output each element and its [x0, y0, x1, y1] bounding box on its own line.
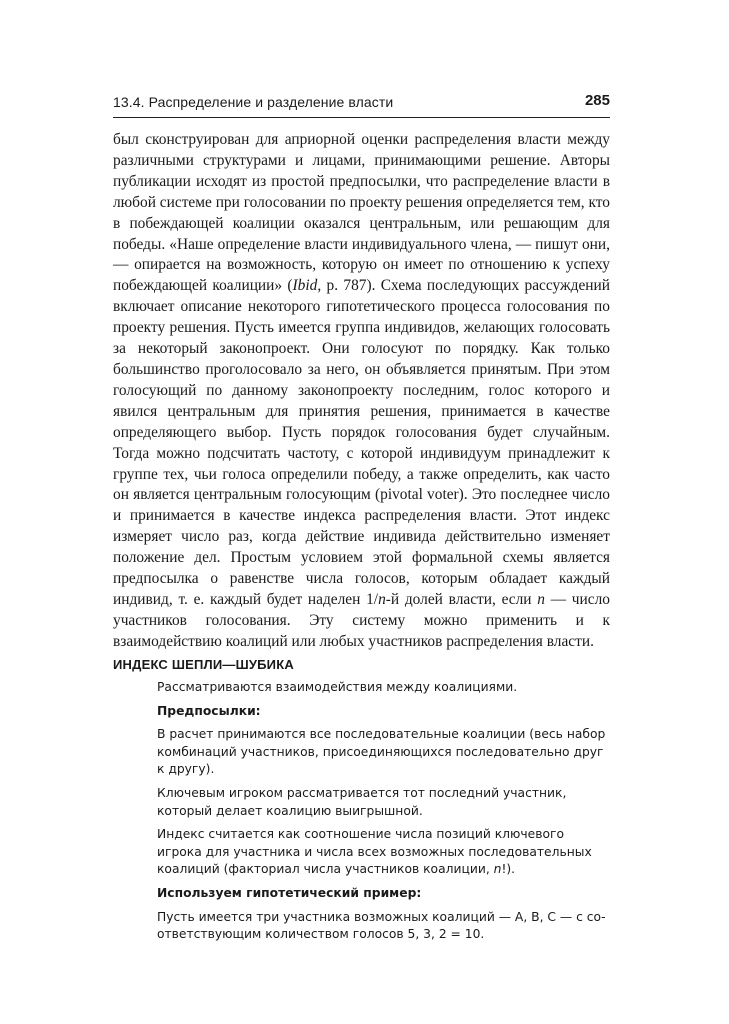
text-run: — число участников голосования. Эту систему можно применить и к взаимодействию коалиций или любых участников распределения власти. — [113, 590, 610, 650]
page-number: 285 — [584, 92, 610, 109]
running-title: 13.4. Распределение и разделение власти — [113, 94, 394, 110]
example-text: Пусть имеется три участника возможных коалиций — A, B, C — с соответствующим количеством голосов 5, 3, 2 = 10. — [157, 909, 606, 942]
variable-n: n — [537, 590, 545, 608]
running-header — [113, 92, 610, 114]
premises-heading: Предпосылки: — [157, 703, 261, 718]
premise-3 — [157, 826, 610, 879]
premise-1: В расчет принимаются все последовательные коалиции (весь набор комбинаций участников, присоединяющихся последовательно друг к другу). — [157, 727, 606, 777]
shapley-shubik-box — [157, 679, 610, 950]
premise-2: Ключевым игроком рассматривается тот последний участник, который делает коалицию выигрышной. — [157, 785, 567, 818]
paragraph — [113, 130, 610, 653]
ibid-reference: Ibid — [292, 277, 318, 295]
variable-n: n — [493, 862, 502, 877]
box-intro: Рассматриваются взаимодействия между коалициями. — [157, 680, 518, 694]
text-run: , p. 787). Схема последующих рассуждений включает описание некоторого гипотетического процесса голосования по проекту решения. Пусть имеется группа индивидов, желающих голосовать за некоторый законопроект. Они голосуют по порядку. Как только большинство проголосовало за него, он объявляется принятым. При этом голосующий по данному законопроекту последним, голос которого и явился центральным для принятия решения, принимается в качестве определяющего выбор. Пусть порядок голосования будет случайным. Тогда можно подсчитать частоту, с которой индивидуум принадлежит к группе тех, чьи голоса определили победу, а также определить, как часто он является центральным голосующим (pivotal voter). Это последнее число и принимается в качестве индекса распределения власти. Этот индекс измеряет число раз, когда действие индивида действительно изменяет положение дел. Простым условием этой формальной схемы является предпосылка о равенстве числа голосов, которым обладает каждый индивид, т. е. каждый будет наделен 1/ — [113, 277, 610, 608]
text-run: был сконструирован для априорной оценки распределения власти между различными структурами и лицами, принимающими решение. Авторы публикации исходят из простой предпосылки, что распределение власти в любой системе при голосовании по проекту решения определяется тем, кто в побеждающей коалиции оказался центральным, или решающим для победы. «Наше определение власти индивидуального члена, — пишут они, — опирается на возможность, которую он имеет по отношению к успеху побеждающей коалиции» ( — [113, 131, 610, 295]
text-run: -й долей власти, если — [385, 590, 538, 608]
header-rule — [113, 117, 610, 118]
text-run: Индекс считается как соотношение числа позиций ключевого игрока для участника и числа всех возможных последовательных коалиций (факториал числа участников коалиции, — [157, 827, 592, 877]
variable-n: n — [378, 590, 386, 608]
main-text — [113, 130, 610, 653]
text-run: !). — [501, 862, 516, 877]
example-heading: Используем гипотетический пример: — [157, 885, 422, 900]
box-heading: ИНДЕКС ШЕПЛИ—ШУБИКА — [113, 657, 294, 672]
